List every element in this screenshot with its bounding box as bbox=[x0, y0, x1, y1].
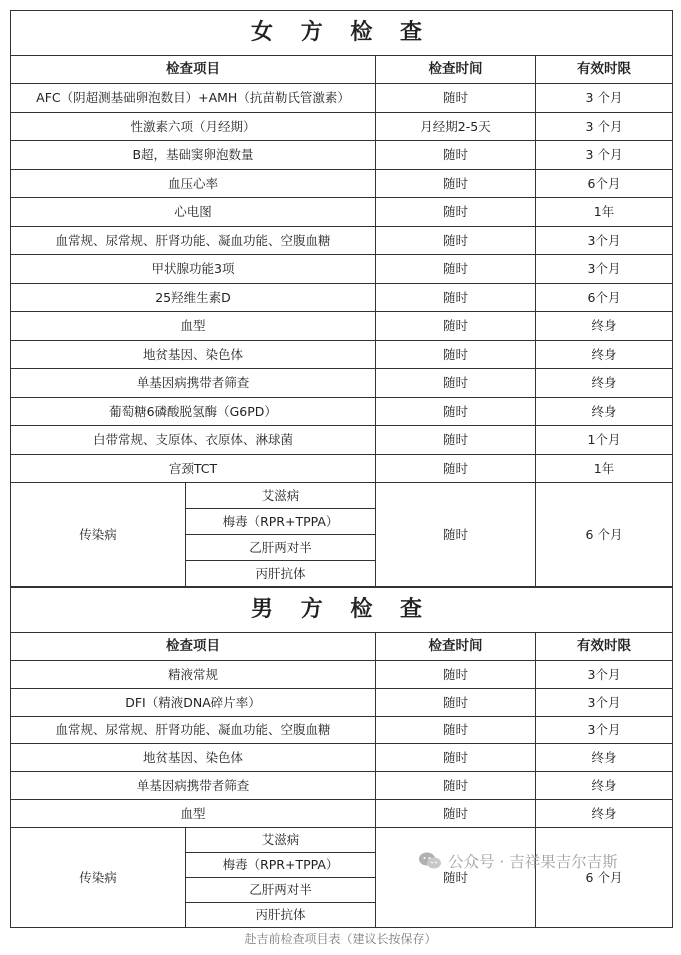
validity-cell: 3 个月 bbox=[536, 112, 673, 141]
female-section-title: 女 方 检 查 bbox=[11, 11, 673, 56]
male-table bbox=[10, 587, 673, 928]
validity-cell: 3个月 bbox=[536, 661, 673, 689]
table-row bbox=[11, 426, 673, 455]
time-cell: 随时 bbox=[376, 483, 536, 587]
item-cell: 25羟维生素D bbox=[11, 283, 376, 312]
time-cell: 随时 bbox=[376, 716, 536, 744]
validity-cell: 终身 bbox=[536, 340, 673, 369]
table-row bbox=[11, 369, 673, 398]
validity-cell: 3个月 bbox=[536, 716, 673, 744]
item-cell: AFC（阴超测基础卵泡数目）+AMH（抗苗勒氏管激素） bbox=[11, 84, 376, 113]
infectious-row bbox=[11, 827, 673, 852]
item-cell: 血型 bbox=[11, 799, 376, 827]
infectious-item-cell: 梅毒（RPR+TPPA） bbox=[186, 509, 376, 535]
item-cell: 葡萄糖6磷酸脱氢酶（G6PD） bbox=[11, 397, 376, 426]
validity-cell: 6个月 bbox=[536, 169, 673, 198]
col-header-item: 检查项目 bbox=[11, 56, 376, 84]
time-cell: 随时 bbox=[376, 369, 536, 398]
time-cell: 随时 bbox=[376, 744, 536, 772]
table-row bbox=[11, 169, 673, 198]
table-row bbox=[11, 744, 673, 772]
validity-cell: 1年 bbox=[536, 454, 673, 483]
table-row bbox=[11, 772, 673, 800]
infectious-item-cell: 梅毒（RPR+TPPA） bbox=[186, 852, 376, 877]
table-row bbox=[11, 799, 673, 827]
item-cell: 心电图 bbox=[11, 198, 376, 227]
infectious-item-cell: 艾滋病 bbox=[186, 483, 376, 509]
wechat-icon bbox=[418, 851, 442, 871]
caption: 赴吉前检查项目表（建议长按保存） bbox=[244, 932, 437, 946]
validity-cell: 终身 bbox=[536, 397, 673, 426]
checklist-document bbox=[10, 10, 672, 928]
infectious-item-cell: 丙肝抗体 bbox=[186, 561, 376, 587]
validity-cell: 3个月 bbox=[536, 226, 673, 255]
time-cell: 随时 bbox=[376, 340, 536, 369]
col-header-time: 检查时间 bbox=[376, 56, 536, 84]
table-row bbox=[11, 454, 673, 483]
item-cell: 地贫基因、染色体 bbox=[11, 744, 376, 772]
time-cell: 随时 bbox=[376, 84, 536, 113]
table-row bbox=[11, 112, 673, 141]
time-cell: 随时 bbox=[376, 226, 536, 255]
validity-cell: 3个月 bbox=[536, 688, 673, 716]
item-cell: B超，基础窦卵泡数量 bbox=[11, 141, 376, 170]
time-cell: 随时 bbox=[376, 661, 536, 689]
item-cell: 单基因病携带者筛查 bbox=[11, 369, 376, 398]
table-row bbox=[11, 141, 673, 170]
item-cell: 血型 bbox=[11, 312, 376, 341]
validity-cell: 终身 bbox=[536, 772, 673, 800]
item-cell: 血常规、尿常规、肝肾功能、凝血功能、空腹血糖 bbox=[11, 716, 376, 744]
infectious-item-cell: 乙肝两对半 bbox=[186, 535, 376, 561]
male-section-title: 男 方 检 查 bbox=[11, 588, 673, 633]
col-header-validity: 有效时限 bbox=[536, 56, 673, 84]
time-cell: 随时 bbox=[376, 799, 536, 827]
table-row bbox=[11, 84, 673, 113]
validity-cell: 6个月 bbox=[536, 283, 673, 312]
validity-cell: 3 个月 bbox=[536, 141, 673, 170]
item-cell: 宫颈TCT bbox=[11, 454, 376, 483]
watermark bbox=[418, 850, 618, 872]
table-row bbox=[11, 688, 673, 716]
infectious-item-cell: 乙肝两对半 bbox=[186, 877, 376, 902]
infectious-label-cell: 传染病 bbox=[11, 483, 186, 587]
time-cell: 随时 bbox=[376, 426, 536, 455]
time-cell: 随时 bbox=[376, 454, 536, 483]
infectious-row bbox=[11, 483, 673, 509]
item-cell: 地贫基因、染色体 bbox=[11, 340, 376, 369]
validity-cell: 3个月 bbox=[536, 255, 673, 284]
time-cell: 随时 bbox=[376, 827, 536, 927]
item-cell: DFI（精液DNA碎片率） bbox=[11, 688, 376, 716]
infectious-label-cell: 传染病 bbox=[11, 827, 186, 927]
time-cell: 月经期2-5天 bbox=[376, 112, 536, 141]
validity-cell: 6 个月 bbox=[536, 827, 673, 927]
item-cell: 甲状腺功能3项 bbox=[11, 255, 376, 284]
table-row bbox=[11, 340, 673, 369]
item-cell: 性激素六项（月经期） bbox=[11, 112, 376, 141]
item-cell: 血压心率 bbox=[11, 169, 376, 198]
table-row bbox=[11, 255, 673, 284]
time-cell: 随时 bbox=[376, 198, 536, 227]
table-row bbox=[11, 661, 673, 689]
table-row bbox=[11, 283, 673, 312]
validity-cell: 1年 bbox=[536, 198, 673, 227]
time-cell: 随时 bbox=[376, 255, 536, 284]
item-cell: 白带常规、支原体、衣原体、淋球菌 bbox=[11, 426, 376, 455]
female-table bbox=[10, 10, 673, 587]
validity-cell: 1个月 bbox=[536, 426, 673, 455]
table-row bbox=[11, 716, 673, 744]
table-row bbox=[11, 198, 673, 227]
time-cell: 随时 bbox=[376, 169, 536, 198]
time-cell: 随时 bbox=[376, 772, 536, 800]
time-cell: 随时 bbox=[376, 397, 536, 426]
item-cell: 血常规、尿常规、肝肾功能、凝血功能、空腹血糖 bbox=[11, 226, 376, 255]
table-row bbox=[11, 312, 673, 341]
infectious-item-cell: 艾滋病 bbox=[186, 827, 376, 852]
table-row bbox=[11, 397, 673, 426]
col-header-item: 检查项目 bbox=[11, 633, 376, 661]
watermark-text: 公众号 · 吉祥果吉尔吉斯 bbox=[448, 853, 618, 871]
time-cell: 随时 bbox=[376, 688, 536, 716]
validity-cell: 3 个月 bbox=[536, 84, 673, 113]
validity-cell: 终身 bbox=[536, 312, 673, 341]
item-cell: 精液常规 bbox=[11, 661, 376, 689]
validity-cell: 终身 bbox=[536, 369, 673, 398]
time-cell: 随时 bbox=[376, 141, 536, 170]
table-row bbox=[11, 226, 673, 255]
validity-cell: 终身 bbox=[536, 744, 673, 772]
item-cell: 单基因病携带者筛查 bbox=[11, 772, 376, 800]
validity-cell: 6 个月 bbox=[536, 483, 673, 587]
validity-cell: 终身 bbox=[536, 799, 673, 827]
col-header-validity: 有效时限 bbox=[536, 633, 673, 661]
infectious-item-cell: 丙肝抗体 bbox=[186, 902, 376, 927]
time-cell: 随时 bbox=[376, 312, 536, 341]
time-cell: 随时 bbox=[376, 283, 536, 312]
col-header-time: 检查时间 bbox=[376, 633, 536, 661]
